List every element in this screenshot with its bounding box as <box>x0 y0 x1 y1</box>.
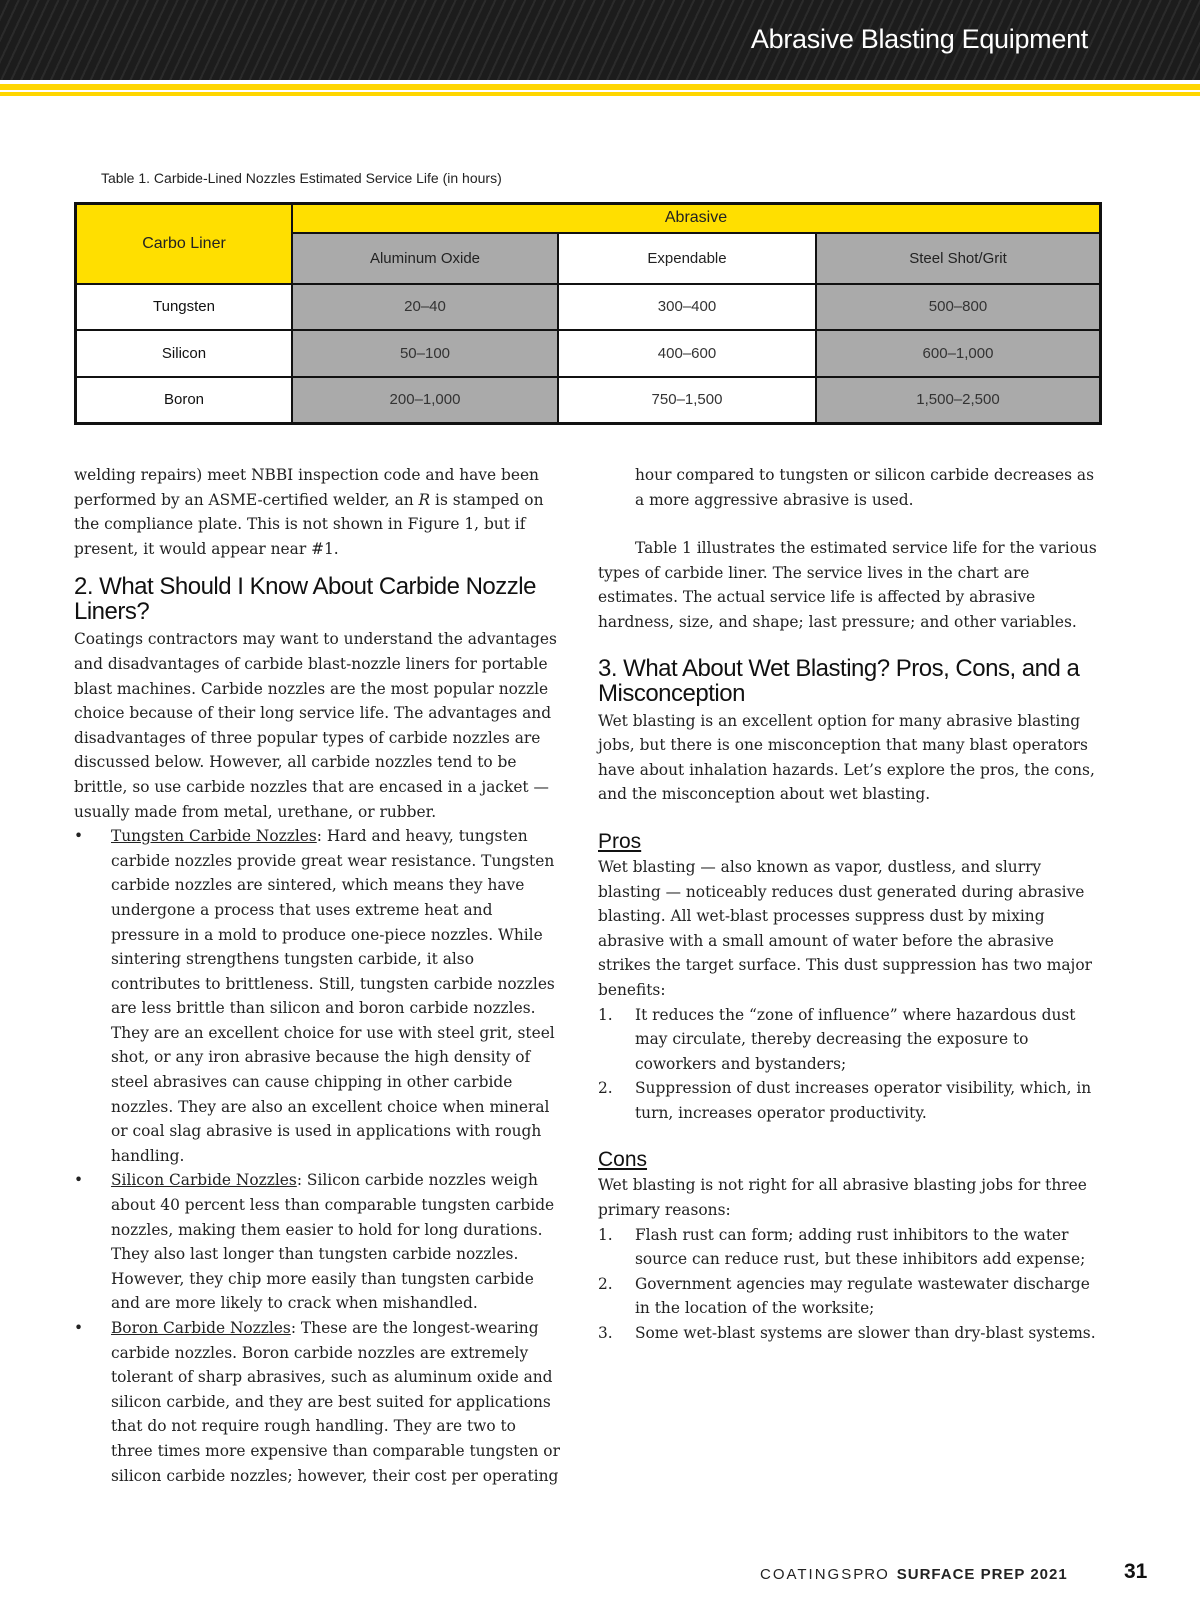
row-label: Boron <box>76 377 293 424</box>
list-item: 2. Suppression of dust increases operator visibility, which, in turn, increases operator productivity. <box>598 1079 1092 1122</box>
body-paragraph: Coatings contractors may want to understand the advantages and disadvantages of carbide blast-nozzle liners for portable blast machines. Carbide nozzles are the most popular nozzle choice because of their long service life. The advantages and disadvantages of three popular types of carbide nozzles are discussed below. However, all carbide nozzles tend to be brittle, so use carbide nozzles that are encased in a jacket — usually made from metal, urethane, or rubber. <box>74 630 557 821</box>
table-cell: 300–400 <box>558 284 816 330</box>
bullet-marker: • <box>74 827 84 846</box>
right-column <box>598 463 1098 1346</box>
table-row <box>76 284 1101 330</box>
left-column <box>74 463 562 1488</box>
body-paragraph: Wet blasting — also known as vapor, dustless, and slurry blasting — noticeably reduces dust generated during abrasive blasting. All wet-blast processes suppress dust by mixing abrasive with a small amount of water before the abrasive strikes the target surface. This dust suppression has two major benefits: <box>598 857 1092 999</box>
table-row <box>76 330 1101 377</box>
table-cell: 600–1,000 <box>816 330 1101 377</box>
column-header: Steel Shot/Grit <box>816 233 1101 284</box>
table-cell: 20–40 <box>292 284 558 330</box>
page-number: 31 <box>1124 1560 1148 1583</box>
table-cell: 50–100 <box>292 330 558 377</box>
pros-list <box>598 1003 1098 1126</box>
list-item: • Tungsten Carbide Nozzles: Hard and heavy, tungsten carbide nozzles provide great wear resistance. Tungsten carbide nozzles are sintered, which means they have undergone a process that uses extreme heat and pressure in a mold to produce one-piece nozzles. While sintering strengthens tungsten carbide, it also contributes to brittleness. Still, tungsten carbide nozzles are less brittle than silicon and boron carbide nozzles. They are an excellent choice for use with steel grit, steel shot, or any iron abrasive because the high density of steel abrasives can cause chipping in other carbide nozzles. They are also an excellent choice when mineral or coal slag abrasive is used in applications with rough handling. <box>74 824 562 1168</box>
table-cell: 500–800 <box>816 284 1101 330</box>
intro-paragraph: welding repairs) meet NBBI inspection code and have been performed by an ASME-certified welder, an R is stamped on the compliance plate. This is not shown in Figure 1, but if present, it would appear near #1. <box>74 466 544 558</box>
pros-heading: Pros <box>598 829 642 853</box>
list-item: 2. Government agencies may regulate wastewater discharge in the location of the worksite; <box>598 1274 1090 1318</box>
list-item: 3. Some wet-blast systems are slower than dry-blast systems. <box>598 1324 1096 1343</box>
list-item: • Boron Carbide Nozzles: These are the longest-wearing carbide nozzles. Boron carbide nozzles are extremely tolerant of sharp abrasives, such as aluminum oxide and silicon carbide, and they are best suited for applications that do not require rough handling. They are two to three times more expensive than comparable tungsten or silicon carbide nozzles; however, their cost per operating <box>74 1316 562 1488</box>
footer-publication <box>760 1566 1068 1583</box>
row-label: Tungsten <box>76 284 293 330</box>
list-item: • Silicon Carbide Nozzles: Silicon carbide nozzles weigh about 40 percent less than comparable tungsten carbide nozzles, making them easier to hold for long durations. They also last longer than tungsten carbide nozzles. However, they chip more easily than tungsten carbide and are more likely to crack when mishandled. <box>74 1168 562 1316</box>
header-accent-stripe-thin <box>0 92 1200 96</box>
bullet-term: Boron Carbide Nozzles <box>111 1319 291 1337</box>
column-header: Expendable <box>558 233 816 284</box>
table-cell: 1,500–2,500 <box>816 377 1101 424</box>
list-item: 1. It reduces the “zone of influence” where hazardous dust may circulate, thereby decreasing the exposure to coworkers and bystanders; <box>598 1005 1076 1073</box>
table-row <box>76 377 1101 424</box>
header-accent-stripe <box>0 84 1200 90</box>
bullet-term: Tungsten Carbide Nozzles <box>111 827 317 846</box>
cons-heading: Cons <box>598 1148 648 1172</box>
column-header: Aluminum Oxide <box>292 233 558 284</box>
row-label: Silicon <box>76 330 293 377</box>
body-paragraph: Wet blasting is an excellent option for many abrasive blasting jobs, but there is one misconception that many blast operators have about inhalation hazards. Let’s explore the pros, the cons, and the misconception about wet blasting. <box>598 711 1095 804</box>
stamp-letter: R <box>418 490 431 509</box>
issue-label: SURFACE PREP 2021 <box>896 1566 1068 1583</box>
table-caption: Table 1. Carbide-Lined Nozzles Estimated Service Life (in hours) <box>101 170 502 186</box>
table-cell: 400–600 <box>558 330 816 377</box>
bullet-marker: • <box>74 1319 84 1337</box>
section-title: Abrasive Blasting Equipment <box>750 24 1088 54</box>
body-paragraph: Wet blasting is not right for all abrasive blasting jobs for three primary reasons: <box>598 1176 1087 1220</box>
body-paragraph: Table 1 illustrates the estimated service life for the various types of carbide liner. The service lives in the chart are estimates. The actual service life is affected by abrasive hardness, size, and shape; last pressure; and other variables. <box>598 539 1097 631</box>
nozzle-bullet-list <box>74 824 562 1488</box>
bullet-marker: • <box>74 1171 84 1190</box>
continuation-paragraph: hour compared to tungsten or silicon carbide decreases as a more aggressive abrasive is used. <box>635 466 1094 509</box>
bullet-term: Silicon Carbide Nozzles <box>111 1171 297 1190</box>
header-banner <box>0 0 1200 80</box>
publication-name: COATINGSPRO <box>760 1566 889 1583</box>
cons-list <box>598 1223 1098 1346</box>
section-heading-carbide-liners: 2. What Should I Know About Carbide Nozzle Liners? <box>74 573 536 626</box>
table-cell: 750–1,500 <box>558 377 816 424</box>
abrasive-group-header: Abrasive <box>292 204 1101 233</box>
service-life-table <box>74 202 1102 425</box>
list-item: 1. Flash rust can form; adding rust inhibitors to the water source can reduce rust, but these inhibitors add expense; <box>598 1225 1086 1269</box>
row-header-label: Carbo Liner <box>76 204 293 284</box>
section-heading-wet-blasting: 3. What About Wet Blasting? Pros, Cons, and a Misconception <box>598 654 1080 707</box>
table-cell: 200–1,000 <box>292 377 558 424</box>
